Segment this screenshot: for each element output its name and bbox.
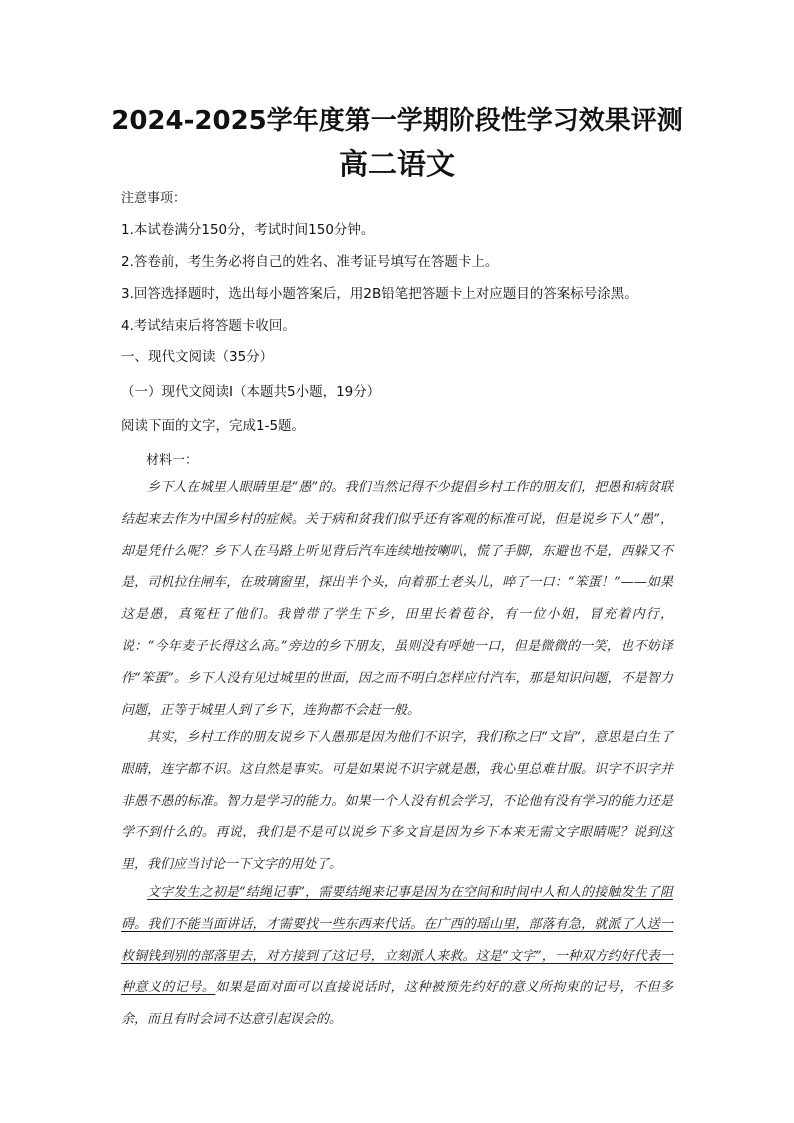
notice-label: 注意事项： [121, 191, 187, 206]
passage-paragraph-2: 其实，乡村工作的朋友说乡下人愚那是因为他们不识字，我们称之曰“文盲”，意思是白生了眼睛，连字都不识。这自然是事实。可是如果说不识字就是愚，我心里总难甘服。识字不识字并非愚不愚的标准。智力是学习的能力。如果一个人没有机会学习，不论他有没有学习的能力还是学不到什么的。再说，我们是不是可以说乡下多文盲是因为乡下本来无需文字眼睛呢？说到这里，我们应当讨论一下文字的用处了。 [121, 730, 673, 873]
reading-instruction: 阅读下面的文字，完成1-5题。 [121, 418, 306, 434]
underlined-passage: 文字发生之初是“结绳记事”，需要结绳来记事是因为在空间和时间中人和人的接触发生了阻碍。我们不能当面讲话，才需要找一些东西来代话。在广西的瑶山里，部落有急，就派了人送一枚铜钱到别的部落里去，对方接到了这记号，立刻派人来救。这是“文字”，一种双方约好代表一种意义的记号。 [121, 885, 673, 996]
exam-title: 2024-2025学年度第一学期阶段性学习效果评测 [111, 106, 683, 136]
notice-item-3: 3.回答选择题时，选出每小题答案后，用2B铅笔把答题卡上对应题目的答案标号涂黑。 [121, 286, 638, 302]
subsection-heading: （一）现代文阅读Ⅰ（本题共5小题，19分） [121, 384, 381, 400]
passage-paragraph-3 [121, 877, 673, 1036]
notice-item-4: 4.考试结束后将答题卡收回。 [121, 318, 296, 334]
passage-tail: 如果是面对面可以直接说话时，这种被预先约好的意义所拘束的记号，不但多余，而且有时会词不达意引起误会的。 [121, 980, 673, 1028]
notice-item-1: 1.本试卷满分150分，考试时间150分钟。 [121, 222, 375, 238]
notice-item-2: 2.答卷前，考生务必将自己的姓名、准考证号填写在答题卡上。 [121, 254, 499, 270]
subject-title: 高二语文 [338, 147, 455, 181]
material-label: 材料一： [146, 453, 199, 468]
passage-paragraph-1: 乡下人在城里人眼睛里是“愚”的。我们当然记得不少提倡乡村工作的朋友们，把愚和病贫联结起来去作为中国乡村的症候。关于病和贫我们似乎还有客观的标准可说，但是说乡下人“愚”，却是凭什么呢？乡下人在马路上听见背后汽车连续地按喇叭，慌了手脚，东避也不是，西躲又不是，司机拉住闸车，在玻璃窗里，探出半个头，向着那土老头儿，啐了一口：“笨蛋！”——如果这是愚，真冤枉了他们。我曾带了学生下乡，田里长着苞谷，有一位小姐，冒充着内行，说：“今年麦子长得这么高。”旁边的乡下朋友，虽则没有呼她一口，但是微微的一笑，也不妨译作“笨蛋”。乡下人没有见过城里的世面，因之而不明白怎样应付汽车，那是知识问题，不是智力问题，正等于城里人到了乡下，连狗都不会赶一般。 [121, 480, 673, 718]
section-heading: 一、现代文阅读（35分） [121, 349, 274, 365]
